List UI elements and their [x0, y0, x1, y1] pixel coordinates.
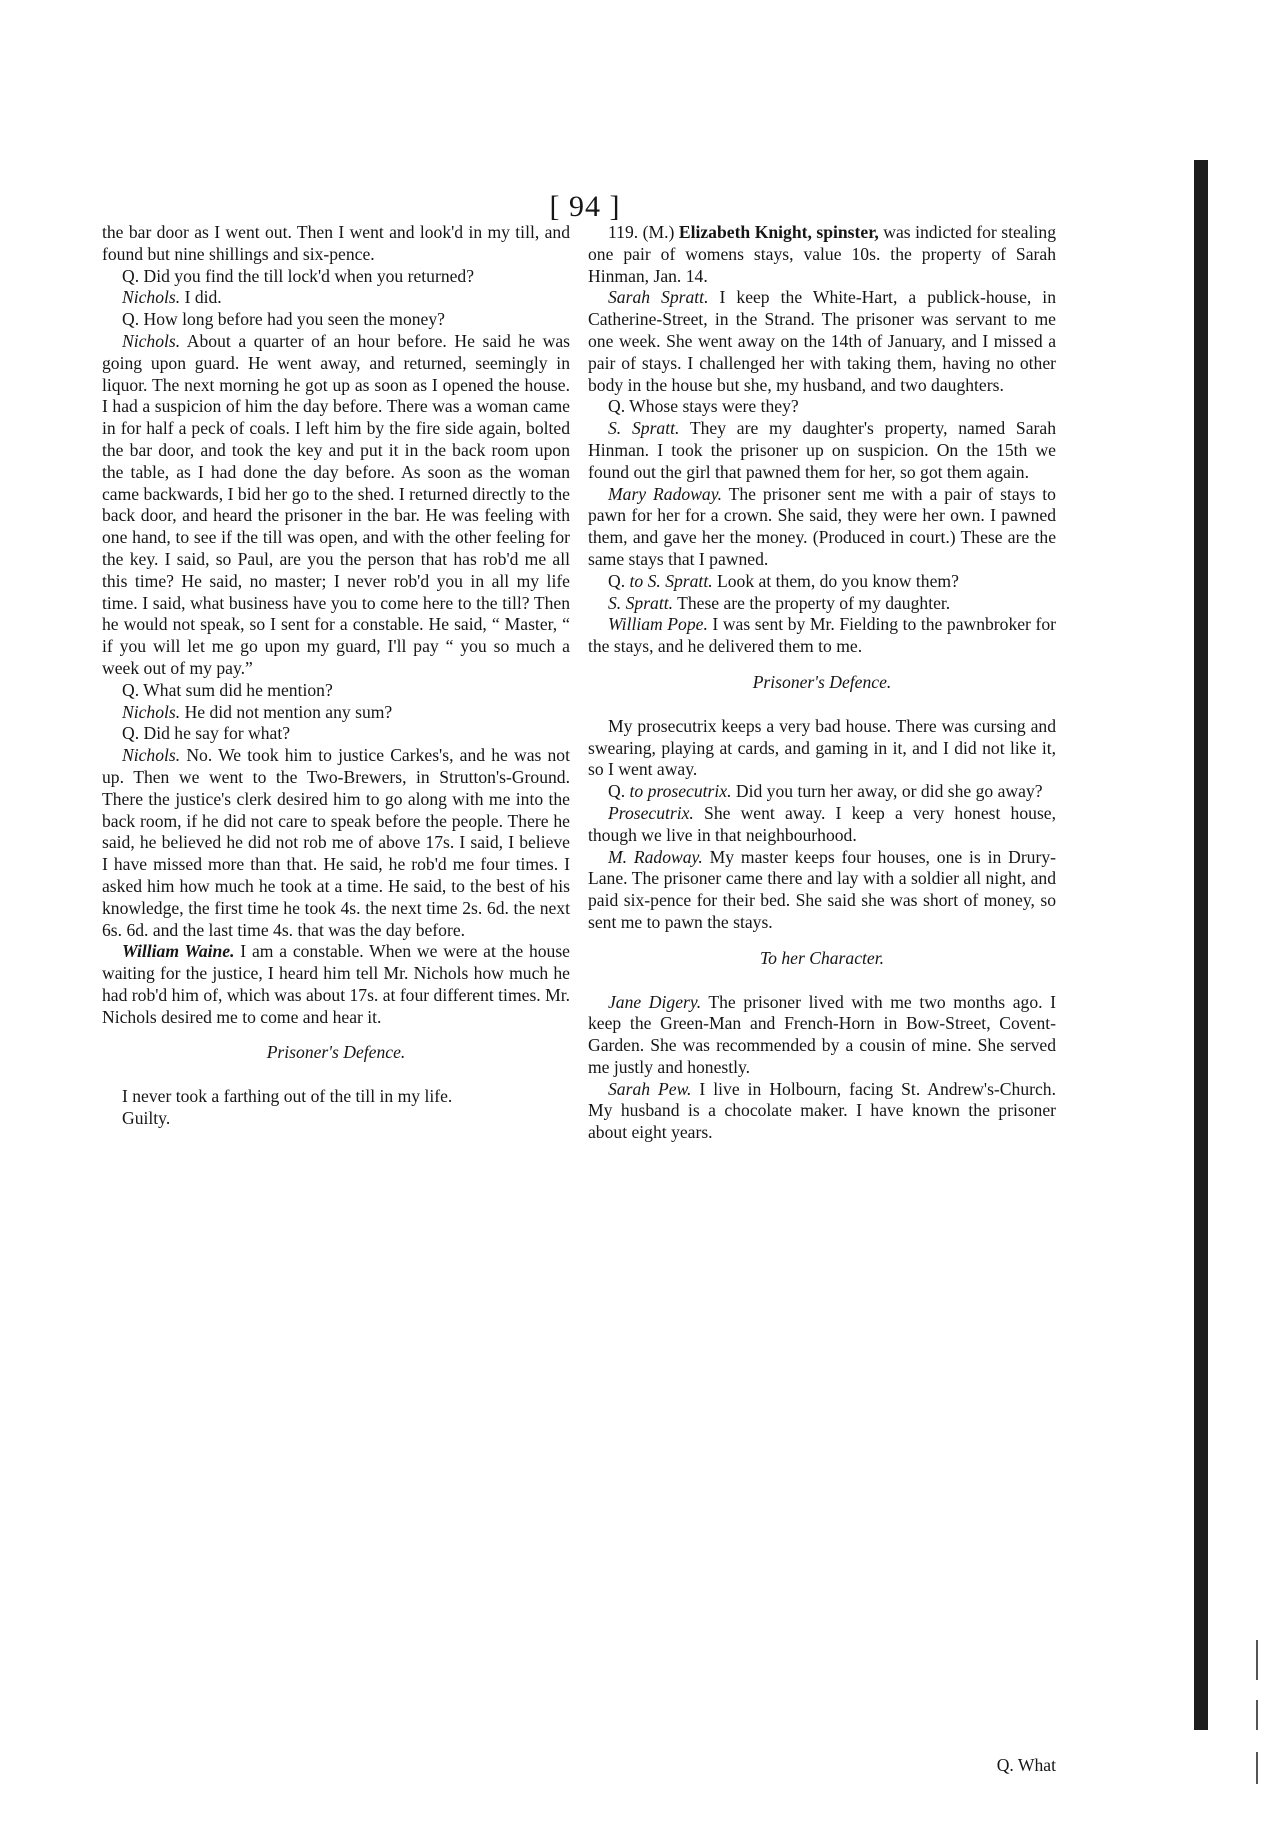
speaker-name: William Waine. [122, 941, 235, 962]
testimony-text: These are the property of my daughter. [673, 592, 951, 613]
speaker-name: Mary Radoway. [608, 483, 722, 504]
question-text: Did you turn her away, or did she go away? [731, 781, 1043, 802]
testimony-text: They are my daughter's property, named Sarah Hinman. I took the prisoner up on suspicion. On the 15th we found out the girl that pawned them for her, so got them again. [588, 418, 1056, 482]
testimony-paragraph [588, 484, 1056, 571]
testimony-paragraph [588, 614, 1056, 658]
text-paragraph: Q. Did you find the till lock'd when you returned? [122, 265, 475, 286]
speaker-name: S. Spratt. [608, 418, 680, 439]
testimony-text: I was sent by Mr. Fielding to the pawnbroker for the stays, and he delivered them to me. [588, 614, 1057, 657]
right-column [588, 222, 1056, 1144]
testimony-text: My master keeps four houses, one is in Drury-Lane. The prisoner came there and lay with a soldier all night, and paid six-pence for their bed. She said she was short of money, so sent me to pawn the stays. [588, 846, 1056, 932]
testimony-text: She went away. I keep a very honest house, though we live in that neighbourhood. [588, 802, 1056, 845]
left-column [102, 222, 570, 1130]
speaker-name: M. Radoway. [608, 846, 703, 867]
scan-edge-mark [1256, 1640, 1258, 1680]
testimony-paragraph [588, 593, 1056, 615]
testimony-paragraph [588, 287, 1056, 396]
section-heading: To her Character. [760, 947, 884, 968]
testimony-paragraph [588, 803, 1056, 847]
scan-edge-mark [1256, 1700, 1258, 1730]
testimony-text: He did not mention any sum? [180, 701, 393, 722]
testimony-text: The prisoner lived with me two months ago. I keep the Green-Man and French-Horn in Bow-Street, Covent-Garden. She was recommended by a cousin of mine. She served me justly and honestly. [588, 991, 1056, 1077]
testimony-text: About a quarter of an hour before. He said he was going upon guard. He went away, and returned, seemingly in liquor. The next morning he got up as soon as I opened the house. I had a suspicion of him the day before. There was a woman came in for half a peck of coals. I left him by the fire side again, bolted the bar door, and took the key and put it in the back room upon the table, as I had done the day before. As soon as the woman came backwards, I bid her go to the shed. I returned directly to the back door, and heard the prisoner in the bar. He was feeling with one hand, to see if the till was open, and with the other feeling for the key. I said, so Paul, are you the person that has rob'd me all this time? He said, no master; I never rob'd you in all my life time. I said, what business have you to come here to the till? Then he would not speak, so I sent for a constable. He said, “ Master, “ if you will let me go upon my guard, I'll pay “ you so much a week out of my pay.” [102, 330, 570, 678]
text-paragraph: the bar door as I went out. Then I went and look'd in my till, and found but nine shillings and six-pence. [102, 222, 570, 264]
testimony-paragraph [102, 702, 570, 724]
testimony-text: I am a constable. When we were at the house waiting for the justice, I heard him tell Mr. Nichols how much he had rob'd him of, which was about 17s. at four different times. Mr. Nichols desired me to come and hear it. [102, 941, 571, 1027]
verdict: Guilty. [122, 1108, 171, 1129]
defendant-name: Elizabeth Knight, spinster, [678, 222, 879, 242]
speaker-name: Sarah Pew. [608, 1078, 692, 1099]
testimony-text: I live in Holbourn, facing St. Andrew's-Church. My husband is a chocolate maker. I have known the prisoner about eight years. [588, 1078, 1056, 1143]
speaker-name: Nichols. [122, 287, 181, 308]
text-paragraph: Q. Did he say for what? [122, 723, 291, 744]
speaker-name: Jane Digery. [608, 991, 702, 1012]
testimony-paragraph [588, 418, 1056, 483]
case-number: 119. (M.) [608, 222, 679, 242]
question-lead: Q. [608, 570, 630, 591]
text-paragraph: Q. What sum did he mention? [122, 679, 333, 700]
question-paragraph [588, 781, 1056, 803]
testimony-paragraph [588, 992, 1056, 1079]
scan-edge-shadow [1194, 160, 1208, 1730]
text-paragraph: Q. How long before had you seen the money? [122, 309, 445, 330]
testimony-paragraph [102, 941, 570, 1028]
testimony-paragraph [102, 745, 570, 941]
testimony-paragraph [588, 847, 1056, 934]
catchword: Q. What [996, 1755, 1056, 1775]
indictment-text: was indicted for stealing one pair of womens stays, value 10s. the property of Sarah Hinman, Jan. 14. [588, 222, 1056, 286]
testimony-text: I keep the White-Hart, a publick-house, in Catherine-Street, in the Strand. The prisoner was servant to me one week. She went away on the 14th of January, and I missed a pair of stays. I challenged her with taking them, having no other body in the house but she, my husband, and two daughters. [588, 287, 1056, 395]
speaker-name: Sarah Spratt. [608, 287, 709, 308]
testimony-text: The prisoner sent me with a pair of stays to pawn for her for a crown. She said, they were her own. I pawned them, and gave her the money. (Produced in court.) These are the same stays that I pawned. [588, 483, 1056, 569]
testimony-paragraph [102, 287, 570, 309]
speaker-name: Nichols. [122, 701, 181, 722]
speaker-name: Nichols. [122, 745, 181, 766]
question-paragraph [588, 571, 1056, 593]
section-heading: Prisoner's Defence. [752, 671, 892, 692]
speaker-name: Prosecutrix. [608, 802, 694, 823]
text-paragraph: Q. Whose stays were they? [608, 396, 799, 417]
question-addressee: to S. Spratt. [629, 570, 713, 591]
text-paragraph: I never took a farthing out of the till in my life. [122, 1086, 453, 1107]
page-number: [ 94 ] [549, 190, 621, 223]
testimony-paragraph [588, 1079, 1056, 1144]
section-heading: Prisoner's Defence. [266, 1042, 406, 1063]
testimony-paragraph [102, 331, 570, 680]
speaker-name: Nichols. [122, 330, 181, 351]
question-text: Look at them, do you know them? [712, 570, 959, 591]
question-addressee: to prosecutrix. [629, 781, 732, 802]
text-paragraph: My prosecutrix keeps a very bad house. There was cursing and swearing, playing at cards, and gaming in it, and I did not like it, so I went away. [588, 715, 1056, 780]
speaker-name: William Pope. [608, 614, 708, 635]
scan-edge-mark [1256, 1752, 1258, 1784]
testimony-text: No. We took him to justice Carkes's, and he was not up. Then we went to the Two-Brewers, in Strutton's-Ground. There the justice's clerk desired him to go along with me into the back room, if he did not care to speak before the people. There he said, he believed he did not rob me of above 17s. I said, I believe I have missed more than that. He said, he rob'd me four times. I asked him how much he took at a time. He said, to the best of his knowledge, the first time he took 4s. the next time 2s. 6d. the next 6s. 6d. and the last time 4s. that was the day before. [102, 745, 570, 940]
testimony-text: I did. [180, 287, 222, 308]
case-heading-paragraph [588, 222, 1056, 287]
speaker-name: S. Spratt. [608, 592, 674, 613]
question-lead: Q. [608, 781, 630, 802]
